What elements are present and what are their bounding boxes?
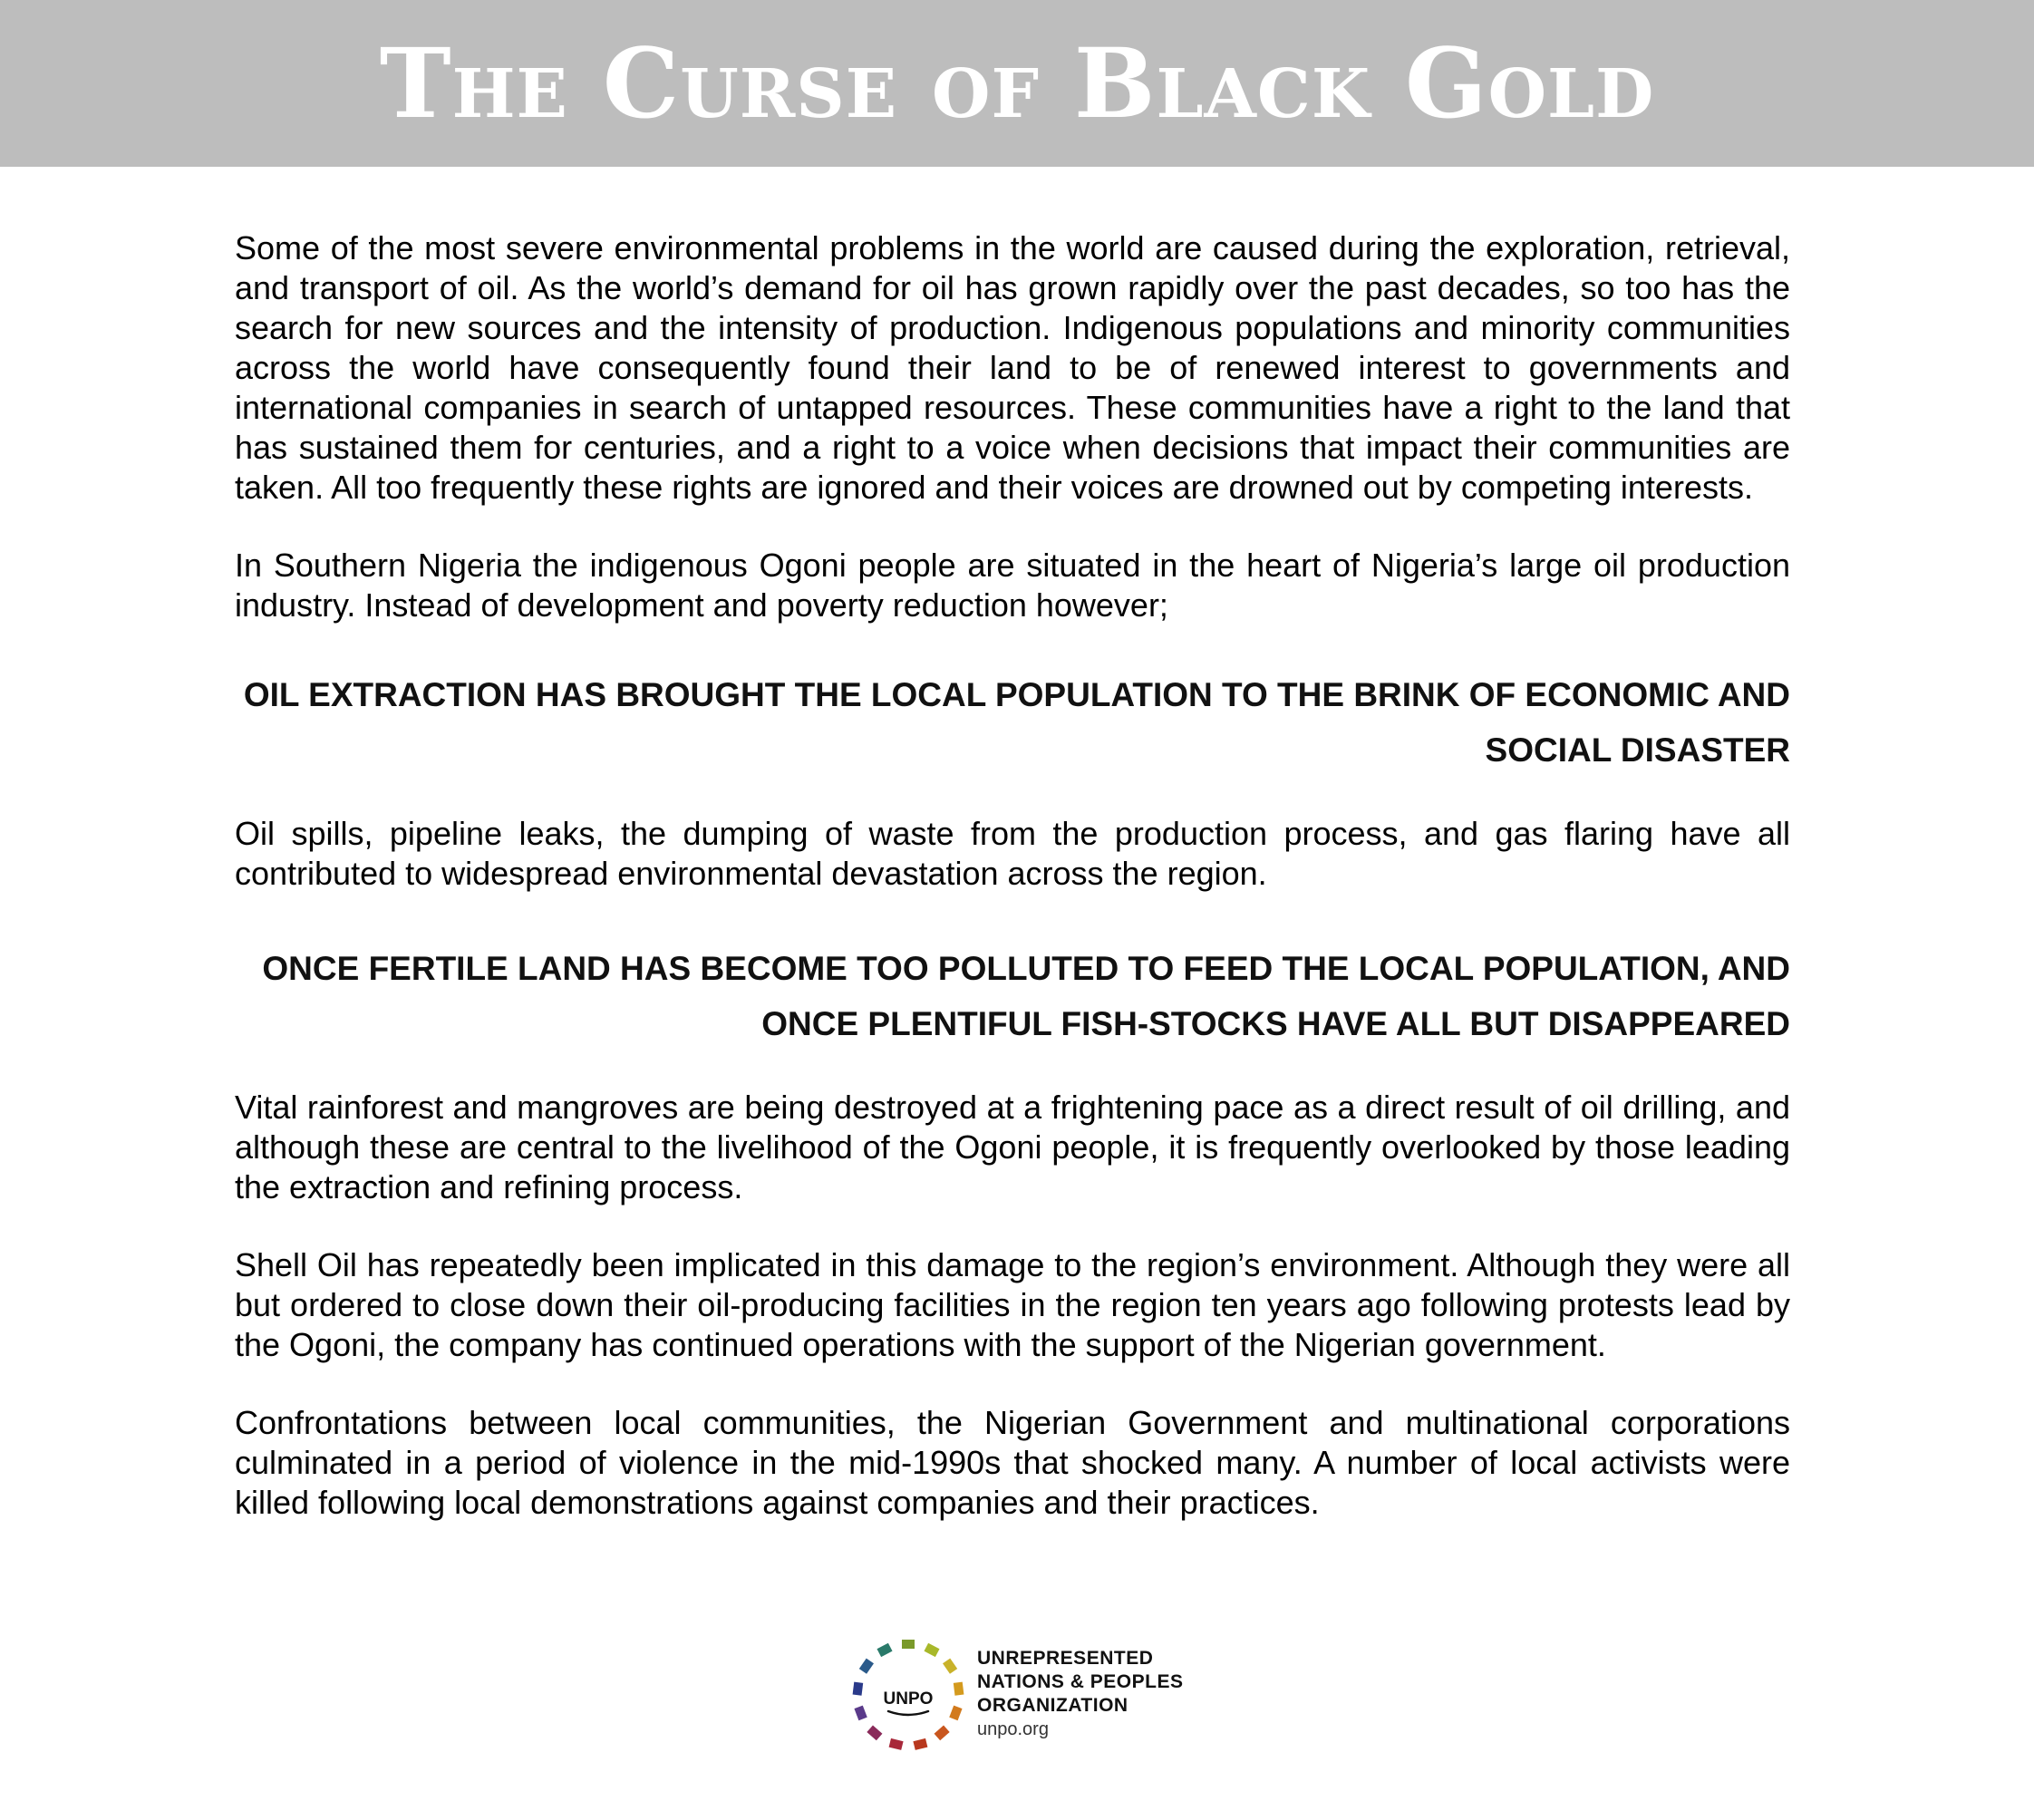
unpo-logo xyxy=(845,1631,1225,1758)
logo-ring-segment xyxy=(889,1738,904,1750)
pull-quote: OIL EXTRACTION HAS BROUGHT THE LOCAL POPULATION TO THE BRINK OF ECONOMIC AND SOCIAL DISASTER xyxy=(243,676,1790,769)
logo-ring-segment xyxy=(924,1643,939,1657)
body-paragraph: Oil spills, pipeline leaks, the dumping of waste from the production process, and gas flaring have all contributed to widespread environmental devastation across the region. xyxy=(235,815,1790,892)
logo-ring-segment xyxy=(943,1659,957,1674)
logo-ring-segment xyxy=(902,1640,915,1649)
logo-ring-segment xyxy=(854,1706,867,1721)
logo-ring-segment xyxy=(853,1682,864,1696)
logo-name-line: ORGANIZATION xyxy=(977,1695,1128,1716)
logo-ring-segment xyxy=(867,1726,882,1741)
logo-ring-segment xyxy=(913,1738,927,1750)
body-paragraph: Vital rainforest and mangroves are being destroyed at a frightening pace as a direct result of oil drilling, and although these are central to the livelihood of the Ogoni people, it is frequently overlooked by those leading the extraction and refining process. xyxy=(235,1089,1790,1205)
logo-ring-segment xyxy=(935,1726,950,1741)
article-body xyxy=(235,228,1790,1523)
logo-url: unpo.org xyxy=(977,1719,1049,1739)
logo-name-line: UNREPRESENTED xyxy=(977,1648,1154,1669)
body-paragraph: Confrontations between local communities, the Nigerian Government and multinational corporations culminated in a period of violence in the mid-1990s that shocked many. A number of local activists were killed following local demonstrations against companies and their practices. xyxy=(235,1404,1790,1521)
logo-ring-segment xyxy=(954,1682,964,1696)
logo-ring-segment xyxy=(949,1706,962,1721)
body-paragraph: Some of the most severe environmental problems in the world are caused during the exploration, retrieval, and transport of oil. As the world’s demand for oil has grown rapidly over the past decades, so too has the search for new sources and the intensity of production. Indigenous populations and minority communities across the world have consequently found their land to be of renewed interest to governments and international companies in search of untapped resources. These communities have a right to the land that has sustained them for centuries, and a right to a voice when decisions that impact their communities are taken. All too frequently these rights are ignored and their voices are drowned out by competing interests. xyxy=(235,229,1790,506)
unpo-ring-icon xyxy=(845,1631,972,1758)
logo-ring-segment xyxy=(859,1659,874,1674)
logo-name-line: NATIONS & PEOPLES xyxy=(977,1671,1184,1692)
pull-quote: ONCE FERTILE LAND HAS BECOME TOO POLLUTED TO FEED THE LOCAL POPULATION, AND ONCE PLENTIFUL FISH-STOCKS HAVE ALL BUT DISAPPEARED xyxy=(262,950,1790,1042)
logo-emblem-text: UNPO xyxy=(883,1689,934,1709)
logo-wordmark xyxy=(977,1647,1183,1741)
document-title: The Curse of Black Gold xyxy=(379,26,1655,140)
logo-ring-segment xyxy=(877,1643,892,1657)
body-paragraph: Shell Oil has repeatedly been implicated in this damage to the region’s environment. Although they were all but ordered to close down their oil-producing facilities in the region ten years ago following protests lead by the Ogoni, the company has continued operations with the support of the Nigerian government. xyxy=(235,1246,1790,1363)
body-paragraph: In Southern Nigeria the indigenous Ogoni people are situated in the heart of Nigeria’s large oil production industry. Instead of development and poverty reduction however; xyxy=(235,547,1790,624)
